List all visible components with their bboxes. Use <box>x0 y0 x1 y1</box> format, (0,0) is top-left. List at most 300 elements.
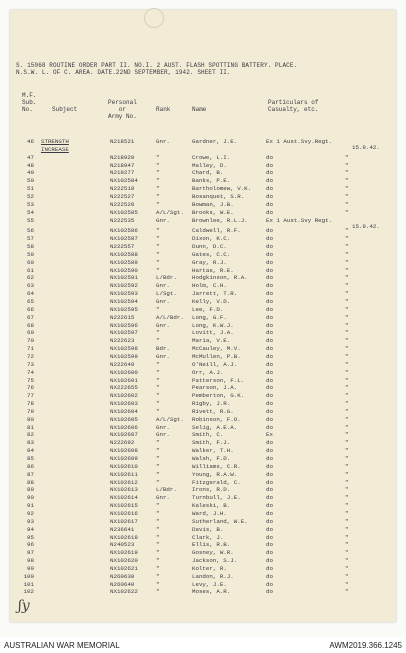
row-date: " <box>345 572 349 580</box>
row-army-no: N222527 <box>110 192 135 200</box>
row-name: Dunn, D.C. <box>192 243 227 251</box>
row-rank: " <box>156 305 160 313</box>
row-particulars: do <box>266 580 273 588</box>
row-army-no: N218929 <box>110 153 135 161</box>
row-army-no: NX102594 <box>110 298 138 305</box>
row-rank: Gnr. <box>156 138 170 145</box>
row-date: " <box>345 250 349 258</box>
row-name: Walsh, F.D. <box>192 455 231 462</box>
row-rank: " <box>156 517 160 525</box>
row-date: " <box>345 439 349 447</box>
row-rank: " <box>156 455 160 462</box>
row-name: Robinson, F.O. <box>192 415 241 423</box>
row-sub-no: 77 <box>27 392 34 400</box>
row-date: " <box>345 305 349 313</box>
row-name: O'Neill, A.J. <box>192 360 238 368</box>
row-date: " <box>345 376 349 384</box>
row-particulars: do <box>266 478 273 486</box>
row-name: Malley, D. <box>192 161 227 169</box>
row-date: " <box>345 392 349 400</box>
row-name: Ward, J.H. <box>192 509 227 517</box>
row-sub-no: 81 <box>27 423 34 431</box>
row-rank: L/Bdr. <box>156 274 177 282</box>
row-sub-no: 78 <box>27 400 34 408</box>
row-rank: " <box>156 337 160 345</box>
row-name: Orr, A.J. <box>192 368 224 376</box>
row-name: Caldwell, R.F. <box>192 227 241 235</box>
row-particulars: do <box>266 541 273 549</box>
row-particulars: Ex 1 Aust.Svy.Regt. <box>266 138 333 145</box>
row-army-no: NX102603 <box>110 400 138 408</box>
row-rank: " <box>156 169 160 177</box>
row-sub-no: 92 <box>27 509 34 517</box>
row-army-no: N236641 <box>110 525 135 533</box>
row-name: Levy, J.E. <box>192 580 227 588</box>
row-date: " <box>345 470 349 478</box>
row-rank: A/L/Bdr. <box>156 313 184 321</box>
row-date: " <box>345 415 349 423</box>
row-rank: " <box>156 502 160 510</box>
row-date: " <box>345 200 349 208</box>
row-sub-no: 50 <box>27 177 34 185</box>
row-sub-no: 49 <box>27 169 34 177</box>
row-name: Gardner, J.E. <box>192 138 238 145</box>
row-date: " <box>345 352 349 360</box>
row-name: Jarrett, T.R. <box>192 290 238 298</box>
row-particulars: do <box>266 200 273 208</box>
row-name: Maria, V.E. <box>192 337 231 345</box>
row-particulars: do <box>266 208 273 216</box>
row-army-no: NX102612 <box>110 478 138 486</box>
row-name: Lovitt, J.A. <box>192 329 234 337</box>
row-rank: L/Sgt. <box>156 290 177 298</box>
row-particulars: do <box>266 400 273 408</box>
row-sub-no: 82 <box>27 431 34 439</box>
row-sub-no: 101 <box>23 580 34 588</box>
row-army-no: NX102604 <box>110 407 138 415</box>
row-sub-no: 68 <box>27 321 34 329</box>
row-army-no: N240523 <box>110 541 135 549</box>
row-sub-no: 62 <box>27 274 34 282</box>
row-army-no: NX102611 <box>110 470 138 478</box>
row-particulars: do <box>266 329 273 337</box>
row-particulars: do <box>266 517 273 525</box>
row-sub-no: 60 <box>27 258 34 266</box>
row-rank: A/L/Sgt. <box>156 415 184 423</box>
row-sub-no: 95 <box>27 533 34 541</box>
row-army-no: NX102595 <box>110 305 138 313</box>
row-name: Kolter, R. <box>192 564 227 572</box>
row-sub-no: 99 <box>27 564 34 572</box>
row-date: " <box>345 360 349 368</box>
row-army-no: N222518 <box>110 185 135 193</box>
row-army-no: N218947 <box>110 161 135 169</box>
row-particulars: do <box>266 439 273 447</box>
row-army-no: NX102591 <box>110 274 138 282</box>
row-particulars: do <box>266 376 273 384</box>
row-particulars: do <box>266 227 273 235</box>
row-rank: " <box>156 525 160 533</box>
row-date: " <box>345 455 349 462</box>
row-particulars: do <box>266 352 273 360</box>
row-particulars: do <box>266 564 273 572</box>
row-army-no: NX102613 <box>110 486 138 494</box>
col-header-army-no: Personal or Army No. <box>108 99 137 120</box>
row-army-no: NX102599 <box>110 352 138 360</box>
row-sub-no: 75 <box>27 376 34 384</box>
row-sub-no: 65 <box>27 298 34 305</box>
row-rank: " <box>156 360 160 368</box>
row-date: " <box>345 345 349 353</box>
row-particulars: do <box>266 392 273 400</box>
row-rank: Gnr. <box>156 431 170 439</box>
row-rank: " <box>156 588 160 596</box>
row-date: " <box>345 208 349 216</box>
row-particulars: do <box>266 549 273 557</box>
row-name: McCauley, M.V. <box>192 345 241 353</box>
row-rank: " <box>156 185 160 193</box>
row-rank: " <box>156 227 160 235</box>
row-particulars: do <box>266 305 273 313</box>
row-name: Moses, A.R. <box>192 588 231 596</box>
row-particulars: do <box>266 407 273 415</box>
row-particulars: do <box>266 447 273 455</box>
row-army-no: N260640 <box>110 580 135 588</box>
row-particulars: do <box>266 509 273 517</box>
row-sub-no: 46 <box>27 138 34 145</box>
row-sub-no: 56 <box>27 227 34 235</box>
row-army-no: NX102608 <box>110 447 138 455</box>
row-date: " <box>345 533 349 541</box>
row-date: " <box>345 243 349 251</box>
row-name: Turnbull, J.E. <box>192 494 241 502</box>
row-particulars: do <box>266 313 273 321</box>
row-name: McMullen, P.B. <box>192 352 241 360</box>
row-name: Brownlee, R.L.J. <box>192 216 248 224</box>
row-name: Dixon, K.C. <box>192 235 231 243</box>
row-date: " <box>345 368 349 376</box>
row-army-no: NX102609 <box>110 455 138 462</box>
row-rank: Gnr. <box>156 216 170 224</box>
row-army-no: NX102605 <box>110 415 138 423</box>
row-date: " <box>345 564 349 572</box>
row-particulars: do <box>266 290 273 298</box>
row-name: Hodgkinson, R.A. <box>192 274 248 282</box>
row-date: " <box>345 447 349 455</box>
col-header-subject: Subject <box>52 106 78 113</box>
col-header-particulars: Particulars of Casualty, etc. <box>268 99 319 113</box>
row-sub-no: 66 <box>27 305 34 313</box>
row-rank: A/L/Sgt. <box>156 208 184 216</box>
collection-name: AUSTRALIAN WAR MEMORIAL <box>4 641 120 650</box>
row-rank: " <box>156 580 160 588</box>
row-rank: " <box>156 153 160 161</box>
row-rank: " <box>156 549 160 557</box>
row-rank: " <box>156 266 160 274</box>
heading-line-2: N.S.W. L. OF C. AREA. DATE.22ND SEPTEMBER, 1942. SHEET II. <box>16 69 231 76</box>
row-army-no: N222528 <box>110 200 135 208</box>
row-army-no: NX102607 <box>110 431 138 439</box>
row-sub-no: 93 <box>27 517 34 525</box>
row-particulars: do <box>266 274 273 282</box>
row-rank: Gnr. <box>156 352 170 360</box>
row-particulars: do <box>266 384 273 392</box>
row-sub-no: 102 <box>23 588 34 596</box>
row-army-no: NX102588 <box>110 250 138 258</box>
row-date: " <box>345 431 349 439</box>
row-date: " <box>345 502 349 510</box>
row-sub-no: 97 <box>27 549 34 557</box>
col-header-sub-no: M.F. Sub. No. <box>22 92 37 113</box>
row-sub-no: 87 <box>27 470 34 478</box>
row-rank: " <box>156 572 160 580</box>
row-particulars: do <box>266 266 273 274</box>
row-army-no: NX102619 <box>110 549 138 557</box>
row-particulars: do <box>266 415 273 423</box>
row-army-no: NX102620 <box>110 557 138 565</box>
row-particulars: do <box>266 250 273 258</box>
row-sub-no: 69 <box>27 329 34 337</box>
order-heading <box>16 62 386 76</box>
row-date: " <box>345 258 349 266</box>
row-particulars: do <box>266 588 273 596</box>
row-particulars: do <box>266 282 273 290</box>
punch-hole <box>144 8 164 28</box>
row-army-no: NX102622 <box>110 588 138 596</box>
handwritten-initials: ʃy <box>18 598 30 614</box>
row-date: " <box>345 557 349 565</box>
row-particulars: do <box>266 235 273 243</box>
accession-number: AWM2019.366.1245 <box>329 641 402 650</box>
row-sub-no: 91 <box>27 502 34 510</box>
row-rank: " <box>156 478 160 486</box>
row-name: Landon, R.J. <box>192 572 234 580</box>
row-date: " <box>345 588 349 596</box>
row-particulars: do <box>266 345 273 353</box>
row-army-no: NX102614 <box>110 494 138 502</box>
row-date: " <box>345 313 349 321</box>
row-date: " <box>345 227 349 235</box>
row-particulars: do <box>266 368 273 376</box>
row-particulars: do <box>266 533 273 541</box>
row-army-no: NX222655 <box>110 384 138 392</box>
row-army-no: NX102587 <box>110 235 138 243</box>
row-sub-no: 73 <box>27 360 34 368</box>
row-rank: " <box>156 192 160 200</box>
row-subject: INCREASE <box>41 145 69 153</box>
row-date: " <box>345 541 349 549</box>
row-rank: " <box>156 509 160 517</box>
row-rank: Gnr. <box>156 494 170 502</box>
row-name: Hartas, R.E. <box>192 266 234 274</box>
row-particulars: do <box>266 185 273 193</box>
row-sub-no: 64 <box>27 290 34 298</box>
row-rank: " <box>156 470 160 478</box>
row-particulars: do <box>266 192 273 200</box>
row-name: Gray, R.J. <box>192 258 227 266</box>
row-rank: " <box>156 243 160 251</box>
row-subject: STRENGTH <box>41 138 69 145</box>
row-rank: " <box>156 392 160 400</box>
row-particulars: do <box>266 169 273 177</box>
col-header-name: Name <box>192 106 207 113</box>
row-rank: " <box>156 235 160 243</box>
row-sub-no: 86 <box>27 462 34 470</box>
row-particulars: do <box>266 243 273 251</box>
row-sub-no: 48 <box>27 161 34 169</box>
row-sub-no: 74 <box>27 368 34 376</box>
row-army-no: NX102617 <box>110 517 138 525</box>
col-header-rank: Rank <box>156 106 171 113</box>
row-particulars: do <box>266 161 273 169</box>
row-name: Fitzgerald, C. <box>192 478 241 486</box>
row-particulars: do <box>266 258 273 266</box>
row-rank: " <box>156 376 160 384</box>
row-date: 15.9.42. <box>352 222 380 230</box>
row-name: Gosney, W.R. <box>192 549 234 557</box>
row-name: Long, K.W.J. <box>192 321 234 329</box>
row-army-no: NX102616 <box>110 509 138 517</box>
row-name: Williams, C.R. <box>192 462 241 470</box>
row-name: Chard, B. <box>192 169 224 177</box>
row-army-no: NX102585 <box>110 208 138 216</box>
row-particulars: do <box>266 455 273 462</box>
row-name: Young, R.A.W. <box>192 470 238 478</box>
row-particulars: do <box>266 470 273 478</box>
row-sub-no: 83 <box>27 439 34 447</box>
row-sub-no: 84 <box>27 447 34 455</box>
row-particulars: do <box>266 153 273 161</box>
row-particulars: do <box>266 423 273 431</box>
row-date: " <box>345 494 349 502</box>
row-rank: Gnr. <box>156 321 170 329</box>
row-sub-no: 72 <box>27 352 34 360</box>
row-name: Bosanquet, S.R. <box>192 192 245 200</box>
row-sub-no: 70 <box>27 337 34 345</box>
row-sub-no: 52 <box>27 192 34 200</box>
row-sub-no: 98 <box>27 557 34 565</box>
row-sub-no: 59 <box>27 250 34 258</box>
row-name: Crowe, L.I. <box>192 153 231 161</box>
row-sub-no: 63 <box>27 282 34 290</box>
row-name: Irons, R.D. <box>192 486 231 494</box>
row-sub-no: 67 <box>27 313 34 321</box>
row-army-no: NX102584 <box>110 177 138 185</box>
row-name: Lee, F.D. <box>192 305 224 313</box>
row-particulars: do <box>266 557 273 565</box>
row-sub-no: 85 <box>27 455 34 462</box>
row-rank: " <box>156 368 160 376</box>
row-army-no: NX102618 <box>110 533 138 541</box>
row-date: " <box>345 235 349 243</box>
row-date: " <box>345 290 349 298</box>
row-army-no: NX102601 <box>110 376 138 384</box>
row-date: " <box>345 407 349 415</box>
row-rank: " <box>156 564 160 572</box>
row-rank: " <box>156 200 160 208</box>
row-name: Smith, F.J. <box>192 439 231 447</box>
row-army-no: NX102606 <box>110 423 138 431</box>
row-rank: Gnr. <box>156 282 170 290</box>
row-particulars: do <box>266 177 273 185</box>
row-date: " <box>345 169 349 177</box>
row-date: " <box>345 423 349 431</box>
row-name: Jackson, S.J. <box>192 557 238 565</box>
row-rank: " <box>156 557 160 565</box>
row-army-no: NX102597 <box>110 329 138 337</box>
row-army-no: NX102598 <box>110 345 138 353</box>
row-particulars: do <box>266 502 273 510</box>
row-date: " <box>345 337 349 345</box>
row-particulars: do <box>266 321 273 329</box>
row-army-no: NX102602 <box>110 392 138 400</box>
row-date: " <box>345 509 349 517</box>
row-name: Patterson, F.L. <box>192 376 245 384</box>
row-rank: " <box>156 533 160 541</box>
row-army-no: NX102600 <box>110 368 138 376</box>
row-sub-no: 71 <box>27 345 34 353</box>
row-sub-no: 47 <box>27 153 34 161</box>
row-sub-no: 80 <box>27 415 34 423</box>
row-army-no: N260630 <box>110 572 135 580</box>
row-rank: " <box>156 177 160 185</box>
row-rank: L/Bdr. <box>156 486 177 494</box>
row-army-no: NX102590 <box>110 266 138 274</box>
row-sub-no: 61 <box>27 266 34 274</box>
row-name: Kelly, V.D. <box>192 298 231 305</box>
row-date: " <box>345 329 349 337</box>
row-particulars: do <box>266 494 273 502</box>
row-sub-no: 57 <box>27 235 34 243</box>
row-name: Rivett, R.G. <box>192 407 234 415</box>
row-sub-no: 88 <box>27 478 34 486</box>
row-sub-no: 100 <box>23 572 34 580</box>
row-date: " <box>345 321 349 329</box>
row-particulars: do <box>266 572 273 580</box>
row-particulars: do <box>266 486 273 494</box>
row-sub-no: 58 <box>27 243 34 251</box>
row-rank: " <box>156 400 160 408</box>
row-army-no: N222649 <box>110 360 135 368</box>
row-name: Kaleski, B. <box>192 502 231 510</box>
row-sub-no: 90 <box>27 494 34 502</box>
row-particulars: do <box>266 525 273 533</box>
row-sub-no: 96 <box>27 541 34 549</box>
row-date: " <box>345 400 349 408</box>
row-rank: Gnr. <box>156 298 170 305</box>
row-sub-no: 94 <box>27 525 34 533</box>
row-date: " <box>345 462 349 470</box>
row-sub-no: 55 <box>27 216 34 224</box>
row-date: " <box>345 549 349 557</box>
row-name: Ellis, R.B. <box>192 541 231 549</box>
row-date: " <box>345 266 349 274</box>
row-army-no: NX102610 <box>110 462 138 470</box>
row-army-no: N218521 <box>110 138 135 145</box>
row-army-no: N222623 <box>110 337 135 345</box>
row-rank: " <box>156 462 160 470</box>
row-army-no: N222535 <box>110 216 135 224</box>
row-date: " <box>345 282 349 290</box>
row-date: " <box>345 177 349 185</box>
row-date: " <box>345 274 349 282</box>
row-rank: " <box>156 250 160 258</box>
row-rank: " <box>156 439 160 447</box>
row-particulars: do <box>266 462 273 470</box>
row-date: " <box>345 384 349 392</box>
row-rank: " <box>156 329 160 337</box>
row-date: " <box>345 478 349 486</box>
